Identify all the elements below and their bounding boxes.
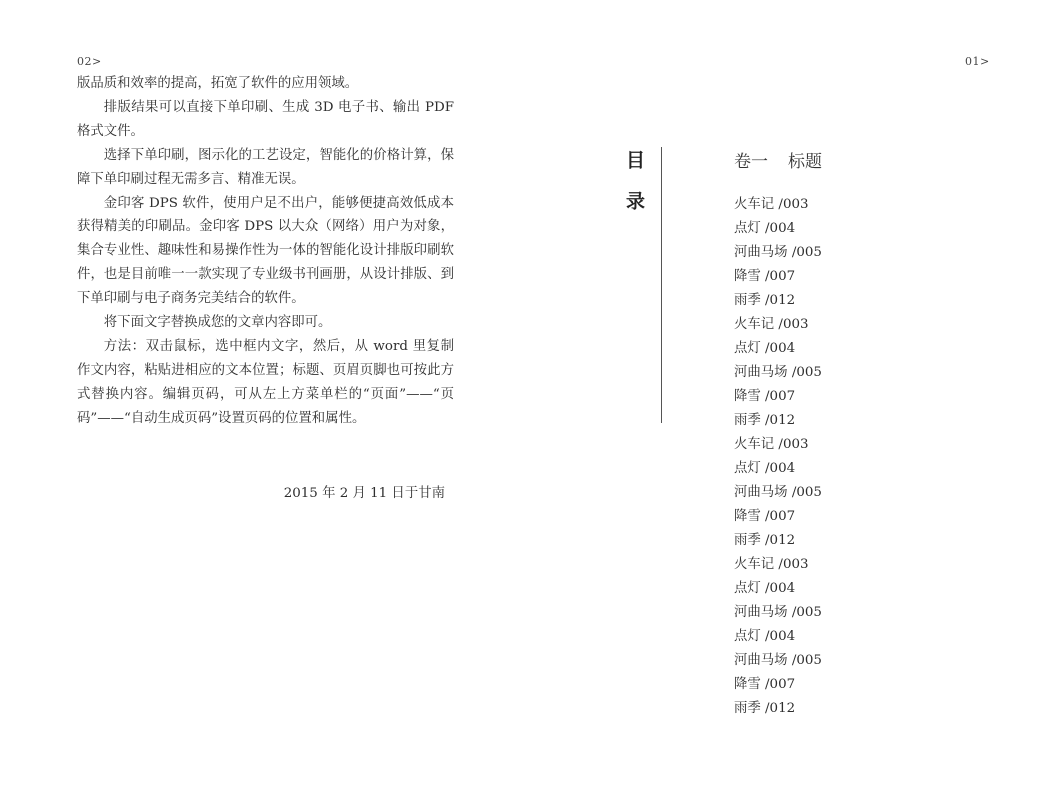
toc-item[interactable]: 降雪 /007 — [734, 389, 796, 404]
paragraph: 金印客 DPS 软件，使用户足不出户，能够便捷高效低成本获得精美的印刷品。金印客 DPS 以大众（网络）用户为对象，集合专业性、趣味性和易操作性为一体的智能化设计排版印刷软件，也是目前唯一一款实现了专业级书刊画册，从设计排版、到下单印刷与电子商务完美结合的软件。 — [77, 195, 454, 307]
toc-item[interactable]: 降雪 /007 — [734, 677, 796, 692]
toc-item[interactable]: 河曲马场 /005 — [734, 605, 822, 620]
toc-item[interactable]: 河曲马场 /005 — [734, 245, 822, 260]
toc-heading: 目录 — [623, 150, 645, 232]
toc-item[interactable]: 降雪 /007 — [734, 269, 796, 284]
volume-heading-label: 标题 — [788, 152, 822, 172]
toc-item[interactable]: 火车记 /003 — [734, 557, 809, 572]
toc-item[interactable]: 火车记 /003 — [734, 317, 809, 332]
toc-list — [734, 193, 822, 721]
toc-item[interactable]: 雨季 /012 — [734, 701, 796, 716]
toc-item[interactable]: 点灯 /004 — [734, 221, 796, 236]
toc-item[interactable]: 降雪 /007 — [734, 509, 796, 524]
paragraph: 方法：双击鼠标，选中框内文字，然后，从 word 里复制作文内容，粘贴进相应的文本位置；标题、页眉页脚也可按此方式替换内容。编辑页码，可从左上方菜单栏的“页面”——“页码”——“自动生成页码”设置页码的位置和属性。 — [77, 338, 454, 426]
paragraph: 选择下单印刷，图示化的工艺设定，智能化的价格计算，保障下单印刷过程无需多言、精准无误。 — [77, 147, 454, 187]
toc-item[interactable]: 火车记 /003 — [734, 197, 809, 212]
toc-divider — [661, 147, 662, 423]
left-page-body — [77, 72, 454, 431]
left-page-number: 02> — [77, 55, 102, 68]
toc-item[interactable]: 河曲马场 /005 — [734, 485, 822, 500]
paragraph: 排版结果可以直接下单印刷、生成 3D 电子书、输出 PDF 格式文件。 — [77, 99, 454, 139]
toc-item[interactable]: 点灯 /004 — [734, 341, 796, 356]
toc-item[interactable]: 点灯 /004 — [734, 629, 796, 644]
toc-item[interactable]: 雨季 /012 — [734, 533, 796, 548]
date-signature: 2015 年 2 月 11 日于甘南 — [283, 486, 445, 501]
right-page-number: 01> — [965, 55, 990, 68]
toc-item[interactable]: 雨季 /012 — [734, 293, 796, 308]
paragraph: 将下面文字替换成您的文章内容即可。 — [103, 315, 332, 331]
toc-item[interactable]: 点灯 /004 — [734, 461, 796, 476]
toc-item[interactable]: 火车记 /003 — [734, 437, 809, 452]
volume-label: 卷一 — [734, 152, 768, 172]
toc-item[interactable]: 点灯 /004 — [734, 581, 796, 596]
toc-item[interactable]: 河曲马场 /005 — [734, 365, 822, 380]
paragraph: 版品质和效率的提高，拓宽了软件的应用领域。 — [77, 76, 359, 91]
toc-item[interactable]: 雨季 /012 — [734, 413, 796, 428]
toc-item[interactable]: 河曲马场 /005 — [734, 653, 822, 668]
volume-title — [734, 147, 822, 172]
